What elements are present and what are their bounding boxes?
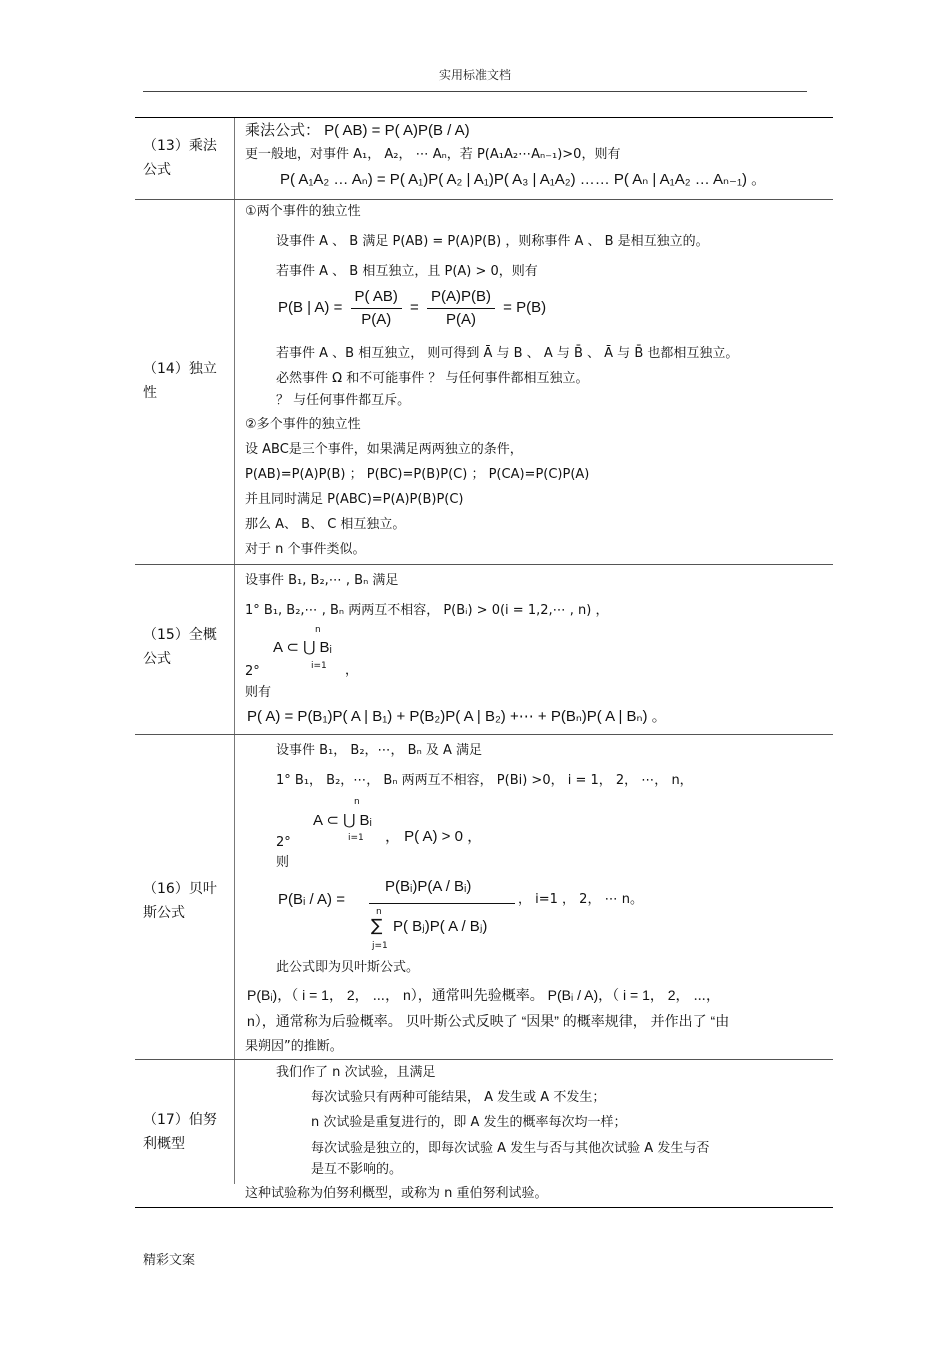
independence-formula	[278, 286, 546, 330]
union-formula: A ⊂ ⋃ Bᵢ	[313, 812, 372, 829]
text-line: 必然事件 Ω 和不可能事件 ？ 与任何事件都相互独立。	[276, 371, 589, 386]
fraction-numerator: P( AB)	[351, 288, 402, 309]
table-row-13	[135, 118, 833, 199]
fraction-1	[351, 288, 402, 329]
text-line: 是互不影响的。	[311, 1162, 403, 1177]
text-line: 设事件 A 、 B 满足 P(AB) = P(A)P(B) ，则称事件 A 、 B 是相互独立的。	[276, 234, 709, 249]
column-divider	[234, 1060, 235, 1184]
column-divider	[234, 200, 235, 565]
condition-number: 2°	[245, 664, 260, 679]
table-row-15	[135, 564, 833, 735]
row-label: （13）乘法公式	[143, 138, 217, 178]
text-line: P( A₁A₂ … Aₙ) = P( A₁)P( A₂ | A₁)P( A₃ | A₁A₂) …… P( Aₙ | A₁A₂ … Aₙ₋₁) 。	[280, 171, 767, 188]
text-line: 那么 A、 B、 C 相互独立。	[245, 517, 406, 532]
text-line: ②多个事件的独立性	[245, 417, 361, 432]
text-line: 果朔因”的推断。	[245, 1039, 343, 1054]
sum-icon: ∑	[371, 916, 383, 936]
column-divider	[234, 565, 235, 735]
text-line: 设 ABC是三个事件，如果满足两两独立的条件，	[245, 442, 523, 457]
text-line: n 次试验是重复进行的，即 A 发生的概率每次均一样；	[311, 1115, 627, 1130]
text-line: 乘法公式： P( AB) = P( A)P(B / A)	[245, 122, 470, 139]
formula-lhs: P(B | A) =	[278, 299, 343, 316]
formula-table	[135, 117, 833, 1208]
text-line: P(Bᵢ)，（ i = 1， 2， ⋯， n），通常叫先验概率。 P(Bᵢ / A)，（ i = 1， 2， ⋯，	[247, 987, 721, 1003]
text-line: 设事件 B₁， B₂，⋯， Bₙ 及 A 满足	[276, 743, 483, 758]
text-line: 并且同时满足 P(ABC)=P(A)P(B)P(C)	[245, 492, 464, 507]
union-sup: n	[354, 797, 360, 807]
formula-equals: =	[410, 299, 419, 316]
table-row-16	[135, 734, 833, 1060]
header-rule	[143, 91, 807, 92]
fraction-denominator: P(A)	[445, 310, 476, 328]
text-line: n），通常称为后验概率。 贝叶斯公式反映了 “因果” 的概率规律， 并作出了 “由	[247, 1013, 730, 1029]
table-row-17	[135, 1059, 833, 1208]
row-label: （15）全概公式	[143, 627, 217, 667]
text-line: 更一般地，对事件 A₁， A₂， ⋯ Aₙ，若 P(A₁A₂⋯Aₙ₋₁)>0，则有	[245, 147, 621, 162]
text-line: P(AB)=P(A)P(B) ； P(BC)=P(B)P(C) ； P(CA)=P(C)P(A)	[245, 467, 590, 482]
row-label: （17）伯努利概型	[143, 1112, 217, 1152]
text-line: 设事件 B₁, B₂,⋯ , Bₙ 满足	[245, 573, 399, 588]
union-sup: n	[315, 625, 321, 635]
sum-sup: n	[376, 907, 382, 917]
formula-rhs: = P(B)	[503, 299, 547, 316]
text-line: 则有	[245, 685, 272, 700]
column-divider	[234, 118, 235, 199]
union-sub: i=1	[348, 833, 364, 843]
sum-sub: j=1	[372, 941, 388, 951]
union-tail: ， P( A) > 0 ，	[385, 828, 483, 845]
row-label: （16）贝叶斯公式	[143, 881, 217, 921]
text-line: 每次试验是独立的，即每次试验 A 发生与否与其他次试验 A 发生与否	[311, 1141, 710, 1156]
bayes-denominator: P( Bⱼ)P( A / Bⱼ)	[393, 918, 488, 935]
text-line: 若事件 A 、 B 相互独立，且 P(A) > 0，则有	[276, 264, 538, 279]
text-line: ？ 与任何事件都互斥。	[276, 393, 411, 408]
bayes-numerator: P(Bᵢ)P(A / Bᵢ)	[385, 878, 472, 895]
text-line: 对于 n 个事件类似。	[245, 542, 366, 557]
fraction-numerator: P(A)P(B)	[427, 288, 495, 309]
text-line: 1° B₁, B₂,⋯ , Bₙ 两两互不相容， P(Bᵢ) > 0(i = 1,2,⋯ , n) ，	[245, 603, 609, 618]
text-line: ①两个事件的独立性	[245, 204, 361, 219]
union-tail: ，	[345, 663, 359, 678]
text-line: 1° B₁， B₂，⋯， Bₙ 两两互不相容， P(Bi) >0， i = 1， 2， ⋯， n，	[276, 773, 693, 788]
text-line: 此公式即为贝叶斯公式。	[276, 960, 420, 975]
total-probability-formula: P( A) = P(B₁)P( A | B₁) + P(B₂)P( A | B₂) +⋯ + P(Bₙ)P( A | Bₙ) 。	[247, 708, 667, 725]
text-line: 我们作了 n 次试验，且满足	[276, 1065, 436, 1080]
fraction-2	[427, 288, 495, 329]
text-line: 若事件 A 、B 相互独立， 则可得到 Ā 与 B 、 A 与 B̄ 、 Ā 与 B̄ 也都相互独立。	[276, 346, 739, 361]
condition-number: 2°	[276, 835, 291, 850]
text-line: 每次试验只有两种可能结果， A 发生或 A 不发生；	[311, 1090, 606, 1105]
row-label: （14）独立性	[143, 361, 217, 401]
bayes-tail: ， i=1 ， 2， ⋯ n。	[518, 892, 643, 907]
text-line: 这种试验称为伯努利概型，或称为 n 重伯努利试验。	[245, 1186, 548, 1201]
bayes-formula-lhs: P(Bᵢ / A) =	[278, 891, 345, 908]
table-row-14	[135, 199, 833, 565]
fraction-bar	[369, 903, 515, 904]
fraction-denominator: P(A)	[361, 310, 392, 328]
page-footer-text: 精彩文案	[143, 1253, 196, 1268]
page-header-title: 实用标准文档	[438, 68, 511, 82]
column-divider	[234, 735, 235, 1060]
union-sub: i=1	[311, 661, 327, 671]
text-line: 则	[276, 855, 290, 870]
union-formula: A ⊂ ⋃ Bᵢ	[273, 639, 332, 656]
